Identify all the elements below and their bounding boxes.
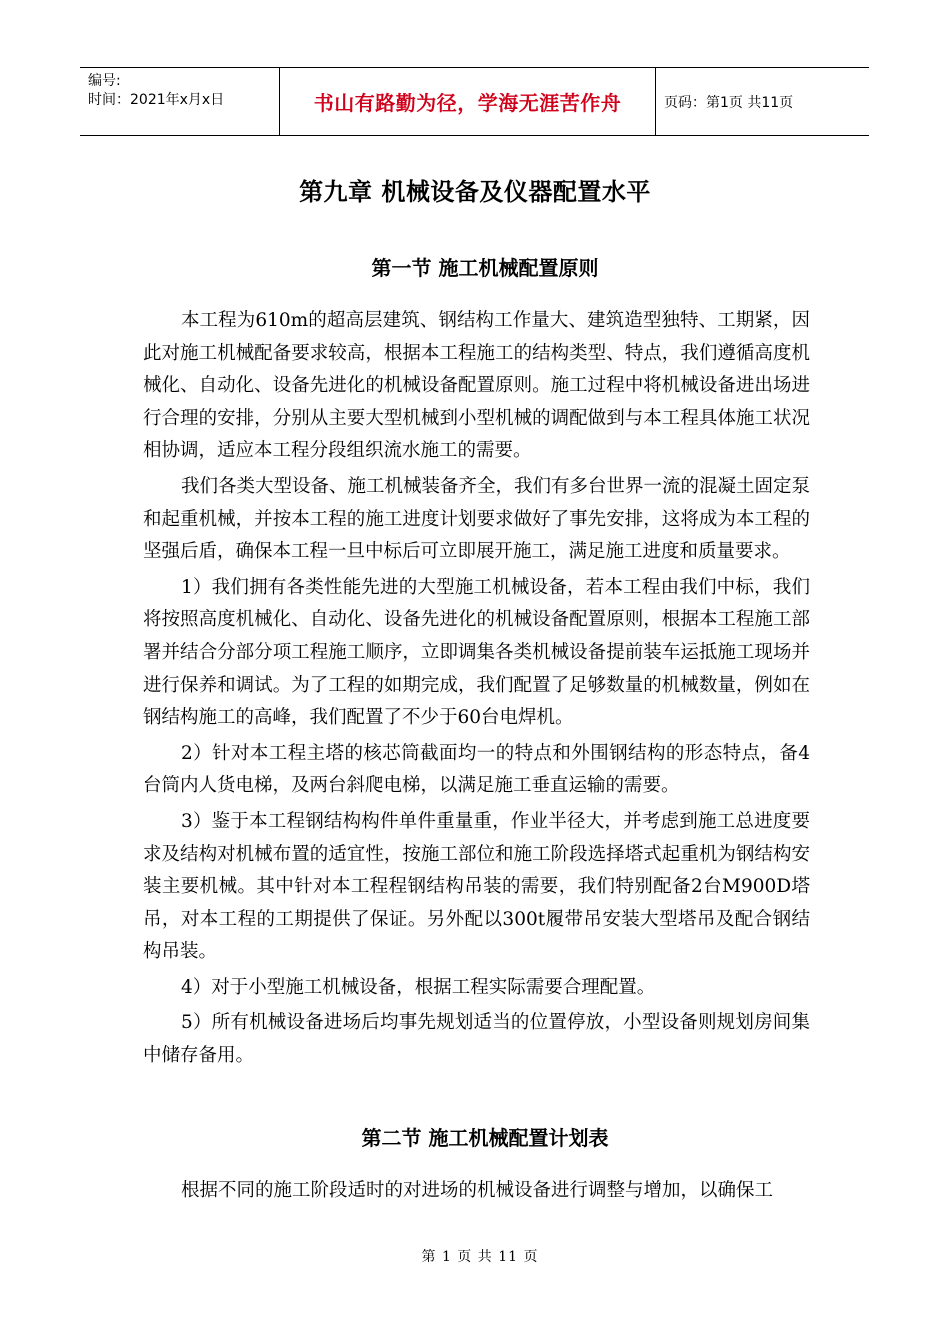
paragraph: 本工程为610m的超高层建筑、钢结构工作量大、建筑造型独特、工期紧，因此对施工机械配备要求较高，根据本工程施工的结构类型、特点，我们遵循高度机械化、自动化、设备先进化的机械设备配置原则。施工过程中将机械设备进出场进行合理的安排，分别从主要大型机械到小型机械的调配做到与本工程具体施工状况相协调，适应本工程分段组织流水施工的需要。 xyxy=(143,310,810,462)
paragraph: 4）对于小型施工机械设备，根据工程实际需要合理配置。 xyxy=(181,976,656,998)
header-time-label: 时间：2021年x月x日 xyxy=(88,92,225,108)
header-motto: 书山有路勤为径，学海无涯苦作舟 xyxy=(280,68,656,135)
paragraph: 根据不同的施工阶段适时的对进场的机械设备进行调整与增加，以确保工 xyxy=(181,1180,774,1201)
section-title-2: 第二节 施工机械配置计划表 xyxy=(361,1126,609,1150)
section-title-1: 第一节 施工机械配置原则 xyxy=(371,256,599,280)
document-header xyxy=(80,67,869,136)
paragraph: 我们各类大型设备、施工机械装备齐全，我们有多台世界一流的混凝土固定泵和起重机械，并按本工程的施工进度计划要求做好了事先安排，这将成为本工程的坚强后盾，确保本工程一旦中标后可立即展开施工，满足施工进度和质量要求。 xyxy=(143,475,811,563)
header-number-label: 编号: xyxy=(88,73,121,89)
page-footer: 第 1 页 共 11 页 xyxy=(421,1249,539,1265)
paragraph: 1）我们拥有各类性能先进的大型施工机械设备，若本工程由我们中标，我们将按照高度机械化、自动化、设备先进化的机械设备配置原则，根据本工程施工部署并结合分部分项工程施工顺序，立即调集各类机械设备提前装车运抵施工现场并进行保养和调试。为了工程的如期完成，我们配置了足够数量的机械数量，例如在钢结构施工的高峰，我们配置了不少于60台电焊机。 xyxy=(143,576,810,729)
header-meta xyxy=(80,68,280,135)
paragraph: 2）针对本工程主塔的核芯筒截面均一的特点和外围钢结构的形态特点，备4台筒内人货电梯，及两台斜爬电梯，以满足施工垂直运输的需要。 xyxy=(143,742,810,797)
header-page-info: 页码：第1页 共11页 xyxy=(664,94,794,111)
section-1-body xyxy=(143,305,810,1076)
chapter-title: 第九章 机械设备及仪器配置水平 xyxy=(299,178,651,206)
paragraph: 5）所有机械设备进场后均事先规划适当的位置停放，小型设备则规划房间集中储存备用。 xyxy=(143,1012,810,1067)
section-2-body xyxy=(143,1175,810,1211)
paragraph: 3）鉴于本工程钢结构构件单件重量重，作业半径大，并考虑到施工总进度要求及结构对机械布置的适宜性，按施工部位和施工阶段选择塔式起重机为钢结构安装主要机械。其中针对本工程程钢结构吊装的需要，我们特别配备2台M900D塔吊，对本工程的工期提供了保证。另外配以300t履带吊安装大型塔吊及配合钢结构吊装。 xyxy=(143,810,810,963)
